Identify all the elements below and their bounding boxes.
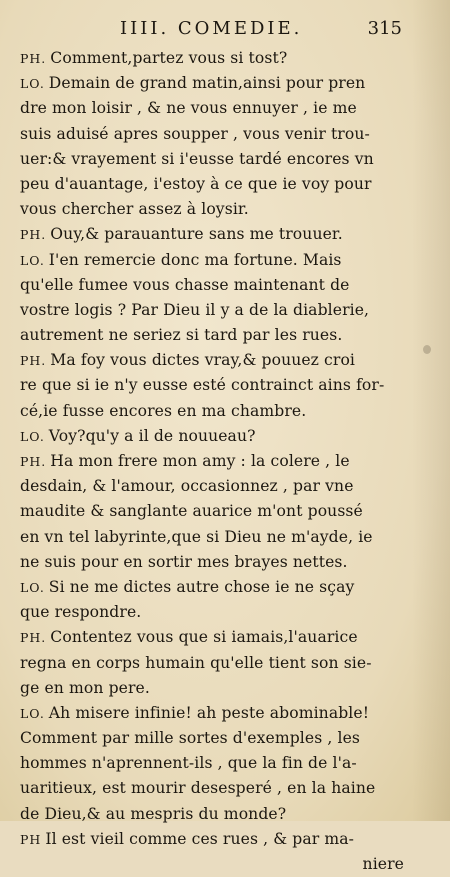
line-text: regna en corps humain qu'elle tient son sie- bbox=[20, 653, 372, 672]
text-line bbox=[20, 348, 412, 373]
text-line bbox=[20, 802, 412, 827]
text-line bbox=[20, 474, 412, 499]
text-line bbox=[20, 71, 412, 96]
line-text: uer:& vrayement si i'eusse tardé encores vn bbox=[20, 149, 374, 168]
line-text: uaritieux, est mourir desesperé , en la haine bbox=[20, 779, 376, 798]
line-text: ge en mon pere. bbox=[20, 678, 150, 697]
line-text: Comment,partez vous si tost? bbox=[50, 49, 288, 67]
catchword: niere bbox=[362, 855, 404, 873]
line-text: Contentez vous que si iamais,l'auarice bbox=[50, 628, 358, 647]
text-line bbox=[20, 298, 412, 323]
text-line bbox=[20, 222, 412, 247]
line-text: Demain de grand matin,ainsi pour pren bbox=[48, 74, 366, 93]
text-line bbox=[20, 273, 412, 298]
text-line bbox=[20, 197, 412, 222]
running-title: IIII. COMEDIE. bbox=[120, 18, 303, 39]
line-text: I'en remercie donc ma fortune. Mais bbox=[48, 250, 342, 269]
line-text: vous chercher assez à loysir. bbox=[20, 200, 249, 219]
text-line bbox=[20, 776, 412, 801]
text-line bbox=[20, 550, 412, 575]
page-header bbox=[0, 14, 450, 44]
speaker-label: LO. bbox=[20, 252, 45, 268]
speaker-label: LO. bbox=[20, 428, 45, 444]
text-line bbox=[20, 651, 412, 676]
line-text: en vn tel labyrinte,que si Dieu ne m'ayde, ie bbox=[20, 527, 373, 546]
speaker-label: PH. bbox=[20, 630, 47, 646]
speaker-label: PH. bbox=[20, 227, 47, 243]
line-text: Ma foy vous dictes vray,& pouuez croi bbox=[50, 351, 356, 370]
line-text: re que si ie n'y eusse esté contrainct ains for- bbox=[20, 376, 385, 395]
text-line bbox=[20, 525, 412, 550]
line-text: vostre logis ? Par Dieu il y a de la diablerie, bbox=[20, 300, 370, 319]
line-text: Comment par mille sortes d'exemples , les bbox=[20, 729, 361, 748]
text-line bbox=[20, 248, 412, 273]
text-line bbox=[20, 424, 412, 449]
line-text: suis aduisé apres soupper , vous venir trou- bbox=[20, 124, 370, 143]
speaker-label: LO. bbox=[20, 76, 45, 92]
text-line bbox=[20, 625, 412, 650]
speaker-label: LO. bbox=[20, 579, 45, 595]
line-text: Voy?qu'y a il de nouueau? bbox=[48, 426, 256, 445]
line-text: hommes n'aprennent-ils , que la fin de l'a- bbox=[20, 754, 357, 773]
text-line bbox=[20, 575, 412, 600]
text-line bbox=[20, 172, 412, 197]
line-text: qu'elle fumee vous chasse maintenant de bbox=[20, 275, 350, 294]
text-line bbox=[20, 726, 412, 751]
text-line bbox=[20, 499, 412, 524]
line-text: autrement ne seriez si tard par les rues. bbox=[20, 326, 343, 345]
text-line bbox=[20, 147, 412, 172]
text-line bbox=[20, 323, 412, 348]
text-line bbox=[20, 373, 412, 398]
page-edge-shadow bbox=[412, 0, 450, 821]
text-line bbox=[20, 122, 412, 147]
line-text: peu d'auantage, i'estoy à ce que ie voy pour bbox=[20, 174, 372, 193]
page-number: 315 bbox=[367, 18, 402, 39]
text-line bbox=[20, 46, 412, 71]
text-line bbox=[20, 399, 412, 424]
line-text: de Dieu,& au mespris du monde? bbox=[20, 804, 287, 823]
dialogue-text bbox=[20, 46, 412, 877]
line-text: ne suis pour en sortir mes brayes nettes. bbox=[20, 552, 348, 571]
text-line bbox=[20, 827, 412, 852]
text-line bbox=[20, 701, 412, 726]
text-line bbox=[20, 751, 412, 776]
line-text: maudite & sanglante auarice m'ont poussé bbox=[20, 502, 363, 521]
speaker-label: LO. bbox=[20, 705, 45, 721]
line-text: que respondre. bbox=[20, 603, 142, 622]
speaker-label: PH bbox=[20, 831, 42, 847]
text-line bbox=[20, 600, 412, 625]
line-text: Si ne me dictes autre chose ie ne sçay bbox=[48, 577, 355, 596]
line-text: desdain, & l'amour, occasionnez , par vne bbox=[20, 477, 354, 496]
line-text: Ah misere infinie! ah peste abominable! bbox=[48, 703, 370, 722]
speaker-label: PH. bbox=[20, 51, 47, 66]
text-line bbox=[20, 449, 412, 474]
line-text: Il est vieil comme ces rues , & par ma- bbox=[45, 829, 355, 848]
line-text: Ouy,& parauanture sans me trouuer. bbox=[50, 225, 343, 244]
speaker-label: PH. bbox=[20, 454, 47, 469]
line-text: Ha mon frere mon amy : la colere , le bbox=[50, 452, 350, 470]
line-text: dre mon loisir , & ne vous ennuyer , ie me bbox=[20, 99, 357, 118]
text-line bbox=[20, 676, 412, 701]
text-line bbox=[20, 96, 412, 121]
line-text: cé,ie fusse encores en ma chambre. bbox=[20, 401, 307, 420]
speaker-label: PH. bbox=[20, 353, 47, 369]
